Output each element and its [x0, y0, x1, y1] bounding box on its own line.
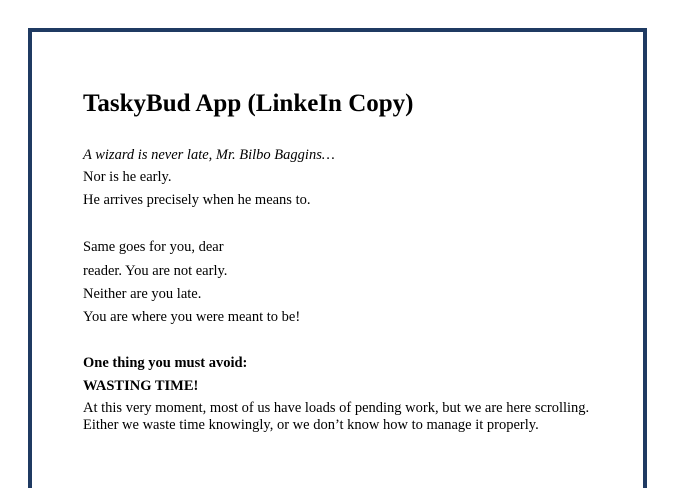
quote-line-3: He arrives precisely when he means to.	[83, 192, 311, 208]
body-line-3: Neither are you late.	[83, 286, 202, 302]
quote-line-2: Nor is he early.	[83, 169, 172, 185]
quote-line-1: A wizard is never late, Mr. Bilbo Baggins…	[83, 147, 335, 163]
document-page	[28, 28, 647, 488]
section-heading: One thing you must avoid:	[83, 355, 248, 371]
section-subheading: WASTING TIME!	[83, 378, 199, 394]
document-title: TaskyBud App (LinkeIn Copy)	[83, 90, 414, 117]
body-paragraph: At this very moment, most of us have loads of pending work, but we are here scrolling. Either we waste time knowingly, or we don’t know how to manage it properly.	[83, 400, 590, 433]
body-line-4: You are where you were meant to be!	[83, 309, 301, 325]
body-line-2: reader. You are not early.	[83, 263, 228, 279]
body-line-1: Same goes for you, dear	[83, 239, 224, 255]
